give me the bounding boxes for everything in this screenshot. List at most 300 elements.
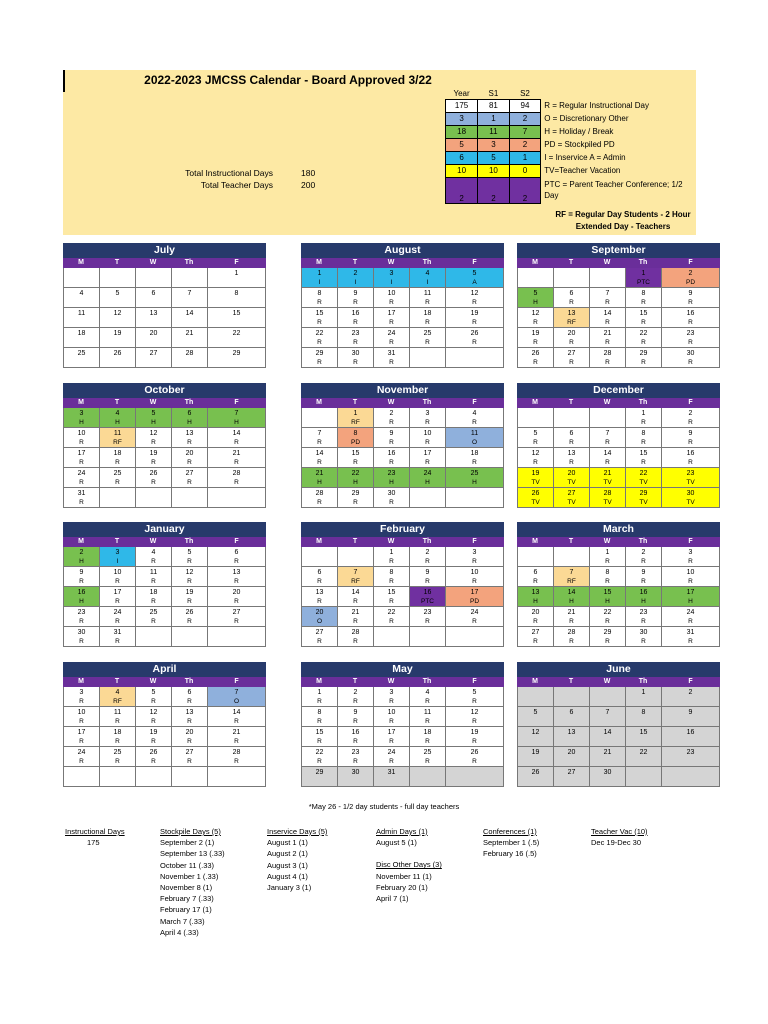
- weekday-header: T: [352, 678, 358, 685]
- weekday-header: Th: [638, 259, 648, 266]
- weekday-header: W: [149, 399, 157, 406]
- weekday-header: F: [688, 399, 693, 406]
- day-code: R: [472, 339, 477, 346]
- week-row: [63, 627, 266, 647]
- day-cell: [661, 687, 720, 707]
- day-number: 8: [353, 430, 358, 437]
- week-row: [517, 547, 720, 567]
- day-cell: [337, 607, 373, 627]
- day-cell: [135, 567, 171, 587]
- month-title: December: [517, 383, 720, 398]
- day-number: 25: [113, 470, 122, 477]
- day-number: 17: [77, 450, 86, 457]
- total-teacher-days-label: Total Teacher Days: [200, 180, 273, 190]
- week-row: [301, 448, 504, 468]
- day-cell: [301, 707, 337, 727]
- day-cell: [517, 587, 553, 607]
- week-row: [301, 747, 504, 767]
- day-code: H: [425, 479, 430, 486]
- day-code: R: [151, 718, 156, 725]
- day-number: 28: [315, 490, 324, 497]
- day-code: R: [79, 439, 84, 446]
- day-code: R: [187, 578, 192, 585]
- weekday-header: F: [472, 538, 477, 545]
- day-cell: [63, 288, 99, 308]
- day-cell: [517, 268, 553, 288]
- summary-count: 7: [509, 125, 541, 138]
- day-code: I: [390, 279, 393, 286]
- day-cell: [553, 747, 589, 767]
- summary-count: 5: [478, 151, 510, 164]
- day-cell: [171, 747, 207, 767]
- day-number: 13: [185, 430, 194, 437]
- weekday-header: Th: [184, 259, 194, 266]
- day-code: H: [79, 419, 84, 426]
- day-cell: [517, 328, 553, 348]
- weekday-header-row: [301, 537, 504, 547]
- day-cell: [99, 587, 135, 607]
- day-number: 13: [315, 589, 324, 596]
- day-number: 14: [351, 589, 360, 596]
- day-number: 26: [185, 609, 194, 616]
- weekday-header: Th: [422, 259, 432, 266]
- day-cell: [553, 328, 589, 348]
- day-code: R: [79, 698, 84, 705]
- day-list: [65, 826, 125, 848]
- weekday-header: F: [234, 678, 239, 685]
- day-code: R: [688, 319, 693, 326]
- week-row: [517, 268, 720, 288]
- day-code: R: [353, 299, 358, 306]
- day-code: R: [79, 638, 84, 645]
- day-number: 15: [639, 729, 648, 736]
- day-code: O: [233, 698, 240, 705]
- day-number: 4: [472, 410, 477, 417]
- day-number: 17: [113, 589, 122, 596]
- day-cell: [553, 687, 589, 707]
- day-number: 31: [387, 769, 396, 776]
- day-number: 29: [639, 350, 648, 357]
- day-cell: [337, 288, 373, 308]
- day-number: 14: [567, 589, 576, 596]
- day-cell: [207, 767, 266, 787]
- day-code: I: [426, 279, 429, 286]
- day-cell: [409, 308, 445, 328]
- week-row: [301, 727, 504, 747]
- day-number: 5: [533, 290, 538, 297]
- day-number: 11: [423, 709, 432, 716]
- day-number: 16: [686, 729, 695, 736]
- day-cell: [409, 587, 445, 607]
- day-cell: [63, 328, 99, 348]
- day-code: R: [641, 558, 646, 565]
- day-number: 9: [688, 430, 693, 437]
- day-cell: [445, 567, 504, 587]
- day-code: R: [187, 718, 192, 725]
- day-number: 13: [185, 709, 194, 716]
- day-cell: [409, 408, 445, 428]
- day-cell: [301, 448, 337, 468]
- day-cell: [517, 448, 553, 468]
- day-code: H: [641, 598, 646, 605]
- day-cell: [445, 587, 504, 607]
- day-code: R: [389, 598, 394, 605]
- day-code: R: [234, 738, 239, 745]
- list-item: August 3 (1): [267, 860, 308, 870]
- day-cell: [63, 428, 99, 448]
- day-code: R: [115, 479, 120, 486]
- day-code: H: [533, 299, 538, 306]
- day-cell: [445, 468, 504, 488]
- day-cell: [135, 747, 171, 767]
- day-number: 4: [425, 270, 430, 277]
- week-row: [63, 567, 266, 587]
- week-row: [517, 448, 720, 468]
- day-number: 16: [639, 589, 648, 596]
- day-cell: [661, 448, 720, 468]
- day-cell: [625, 288, 661, 308]
- day-cell: [301, 408, 337, 428]
- day-number: 30: [351, 350, 360, 357]
- week-row: [63, 547, 266, 567]
- month-title: March: [517, 522, 720, 537]
- day-number: 1: [389, 549, 394, 556]
- day-cell: [99, 687, 135, 707]
- day-number: 27: [567, 769, 576, 776]
- day-code: R: [389, 419, 394, 426]
- summary-count: 2: [478, 177, 510, 203]
- day-code: R: [425, 319, 430, 326]
- day-cell: [661, 428, 720, 448]
- day-cell: [171, 607, 207, 627]
- day-number: 22: [639, 470, 648, 477]
- day-number: 10: [77, 709, 86, 716]
- day-cell: [625, 428, 661, 448]
- day-cell: [445, 547, 504, 567]
- day-number: 24: [77, 470, 86, 477]
- day-cell: [409, 627, 445, 647]
- summary-legend: PTC = Parent Teacher Conference; 1/2 Day: [544, 180, 683, 200]
- day-cell: [517, 727, 553, 747]
- day-number: 4: [115, 410, 120, 417]
- day-number: 8: [641, 290, 646, 297]
- day-cell: [661, 468, 720, 488]
- day-code: R: [605, 299, 610, 306]
- day-cell: [661, 308, 720, 328]
- day-cell: [337, 408, 373, 428]
- week-row: [301, 607, 504, 627]
- day-code: H: [353, 479, 358, 486]
- day-number: 1: [353, 410, 358, 417]
- day-list: [591, 826, 648, 848]
- day-number: 18: [423, 310, 432, 317]
- day-number: 20: [531, 609, 540, 616]
- day-cell: [207, 468, 266, 488]
- day-cell: [337, 747, 373, 767]
- day-number: 13: [531, 589, 540, 596]
- day-number: 23: [686, 470, 695, 477]
- day-cell: [409, 328, 445, 348]
- day-code: R: [389, 698, 394, 705]
- day-code: R: [115, 459, 120, 466]
- weekday-header: M: [78, 259, 84, 266]
- day-code: R: [317, 578, 322, 585]
- day-code: R: [569, 359, 574, 366]
- day-number: 2: [688, 410, 693, 417]
- list-item: March 7 (.33): [160, 916, 205, 926]
- day-number: 8: [317, 290, 322, 297]
- week-row: [63, 747, 266, 767]
- day-cell: [553, 627, 589, 647]
- day-number: 18: [113, 450, 122, 457]
- day-number: 25: [423, 330, 432, 337]
- day-cell: [135, 547, 171, 567]
- day-number: 2: [641, 549, 646, 556]
- day-code: R: [353, 698, 358, 705]
- list-item: April 7 (1): [376, 894, 409, 904]
- day-code: R: [569, 618, 574, 625]
- day-code: R: [353, 598, 358, 605]
- day-cell: [517, 767, 553, 787]
- day-number: 6: [569, 430, 574, 437]
- day-cell: [625, 448, 661, 468]
- month-title: June: [517, 662, 720, 677]
- weekday-header: Th: [184, 399, 194, 406]
- day-cell: [409, 607, 445, 627]
- week-row: [301, 308, 504, 328]
- day-cell: [661, 488, 720, 508]
- day-cell: [589, 567, 625, 587]
- day-number: 10: [387, 709, 396, 716]
- week-row: [301, 468, 504, 488]
- day-code: R: [187, 758, 192, 765]
- weekday-header: F: [234, 259, 239, 266]
- day-number: 11: [113, 709, 122, 716]
- day-number: 18: [423, 729, 432, 736]
- day-code: R: [569, 439, 574, 446]
- day-code: TV: [639, 499, 648, 506]
- day-cell: [553, 348, 589, 368]
- week-row: [63, 408, 266, 428]
- day-cell: [553, 448, 589, 468]
- day-cell: [99, 468, 135, 488]
- day-code: TV: [567, 479, 576, 486]
- day-code: R: [688, 299, 693, 306]
- day-code: R: [472, 299, 477, 306]
- day-cell: [445, 328, 504, 348]
- day-number: 26: [113, 350, 122, 357]
- list-item: Dec 19-Dec 30: [591, 838, 642, 848]
- month-title: July: [63, 243, 266, 258]
- day-cell: [661, 767, 720, 787]
- day-code: H: [115, 419, 120, 426]
- day-cell: [589, 268, 625, 288]
- day-cell: [409, 687, 445, 707]
- month-january: [63, 522, 266, 647]
- day-number: 21: [603, 749, 612, 756]
- weekday-header: F: [472, 259, 477, 266]
- day-number: 21: [603, 330, 612, 337]
- day-number: 27: [149, 350, 158, 357]
- day-number: 21: [315, 470, 324, 477]
- day-number: 17: [470, 589, 479, 596]
- summary-count: 2: [509, 177, 541, 203]
- day-number: 7: [234, 689, 239, 696]
- day-code: R: [389, 558, 394, 565]
- day-number: 2: [688, 270, 693, 277]
- list-item: April 4 (.33): [160, 927, 199, 937]
- day-code: R: [425, 339, 430, 346]
- day-number: 19: [185, 589, 194, 596]
- day-cell: [409, 488, 445, 508]
- day-code: R: [605, 319, 610, 326]
- weekday-header-row: [63, 398, 266, 408]
- day-number: 16: [387, 450, 396, 457]
- day-code: R: [353, 738, 358, 745]
- day-cell: [171, 328, 207, 348]
- day-number: 26: [470, 330, 479, 337]
- day-number: 15: [603, 589, 612, 596]
- day-code: R: [425, 558, 430, 565]
- day-number: 17: [423, 450, 432, 457]
- day-cell: [63, 727, 99, 747]
- summary-count: 10: [478, 164, 510, 177]
- day-cell: [99, 408, 135, 428]
- day-number: 10: [113, 569, 122, 576]
- list-item: August 5 (1): [376, 838, 417, 848]
- day-code: R: [187, 558, 192, 565]
- day-code: H: [389, 479, 394, 486]
- day-number: 21: [603, 470, 612, 477]
- list-item: January 3 (1): [267, 883, 312, 893]
- day-code: R: [605, 339, 610, 346]
- day-cell: [207, 288, 266, 308]
- day-number: 19: [531, 330, 540, 337]
- total-instructional-days-label: Total Instructional Days: [185, 168, 273, 178]
- day-number: 21: [232, 729, 241, 736]
- week-row: [517, 567, 720, 587]
- day-number: 23: [423, 609, 432, 616]
- day-number: 26: [531, 350, 540, 357]
- day-cell: [301, 328, 337, 348]
- day-number: 1: [317, 270, 322, 277]
- day-number: 12: [531, 729, 540, 736]
- list-heading: Admin Days (1): [376, 827, 428, 836]
- day-cell: [661, 348, 720, 368]
- day-cell: [207, 448, 266, 468]
- day-cell: [517, 348, 553, 368]
- day-code: R: [472, 698, 477, 705]
- day-cell: [171, 288, 207, 308]
- day-cell: [409, 348, 445, 368]
- summary-header-s2: S2: [520, 88, 530, 98]
- day-cell: [337, 348, 373, 368]
- day-cell: [171, 587, 207, 607]
- list-item: November 1 (.33): [160, 871, 219, 881]
- day-cell: [553, 547, 589, 567]
- day-cell: [373, 408, 409, 428]
- day-cell: [301, 488, 337, 508]
- week-row: [63, 428, 266, 448]
- list-heading: Stockpile Days (5): [160, 827, 221, 836]
- day-code: R: [115, 738, 120, 745]
- weekday-header: T: [568, 399, 574, 406]
- day-number: 13: [567, 310, 576, 317]
- day-cell: [171, 707, 207, 727]
- week-row: [517, 428, 720, 448]
- day-code: H: [688, 598, 693, 605]
- day-code: R: [151, 598, 156, 605]
- day-code: TV: [686, 499, 695, 506]
- day-code: I: [354, 279, 357, 286]
- day-cell: [589, 348, 625, 368]
- day-cell: [135, 448, 171, 468]
- day-number: 28: [232, 749, 241, 756]
- day-code: R: [641, 459, 646, 466]
- day-cell: [63, 627, 99, 647]
- day-cell: [625, 547, 661, 567]
- day-number: 26: [149, 470, 158, 477]
- day-code: R: [425, 758, 430, 765]
- day-cell: [373, 627, 409, 647]
- day-cell: [625, 488, 661, 508]
- day-number: 5: [533, 709, 538, 716]
- summary-count: 10: [446, 164, 478, 177]
- day-number: 9: [79, 569, 84, 576]
- day-number: 22: [315, 330, 324, 337]
- week-row: [517, 767, 720, 787]
- day-number: 18: [113, 729, 122, 736]
- week-row: [301, 707, 504, 727]
- day-number: 16: [351, 310, 360, 317]
- weekday-header: M: [78, 399, 84, 406]
- day-number: 9: [353, 290, 358, 297]
- day-cell: [625, 308, 661, 328]
- day-cell: [337, 448, 373, 468]
- day-number: 21: [567, 609, 576, 616]
- day-code: TV: [639, 479, 648, 486]
- day-number: 7: [234, 410, 239, 417]
- day-cell: [301, 468, 337, 488]
- summary-header-s1: S1: [488, 88, 499, 98]
- day-code: R: [187, 698, 192, 705]
- day-cell: [99, 488, 135, 508]
- day-cell: [373, 747, 409, 767]
- day-cell: [445, 448, 504, 468]
- week-row: [517, 727, 720, 747]
- day-code: R: [151, 459, 156, 466]
- day-cell: [625, 727, 661, 747]
- day-code: R: [115, 758, 120, 765]
- day-cell: [135, 408, 171, 428]
- day-cell: [589, 428, 625, 448]
- day-number: 29: [315, 350, 324, 357]
- day-cell: [625, 328, 661, 348]
- day-cell: [517, 567, 553, 587]
- day-code: R: [389, 339, 394, 346]
- day-code: R: [317, 598, 322, 605]
- day-code: R: [151, 618, 156, 625]
- day-cell: [589, 627, 625, 647]
- day-number: 3: [472, 549, 477, 556]
- calendar-header: [63, 70, 696, 235]
- weekday-header: W: [387, 259, 395, 266]
- summary-row: [446, 112, 696, 125]
- summary-legend: H = Holiday / Break: [544, 127, 614, 136]
- month-title: January: [63, 522, 266, 537]
- summary-legend: R = Regular Instructional Day: [544, 101, 649, 110]
- day-number: 2: [688, 689, 693, 696]
